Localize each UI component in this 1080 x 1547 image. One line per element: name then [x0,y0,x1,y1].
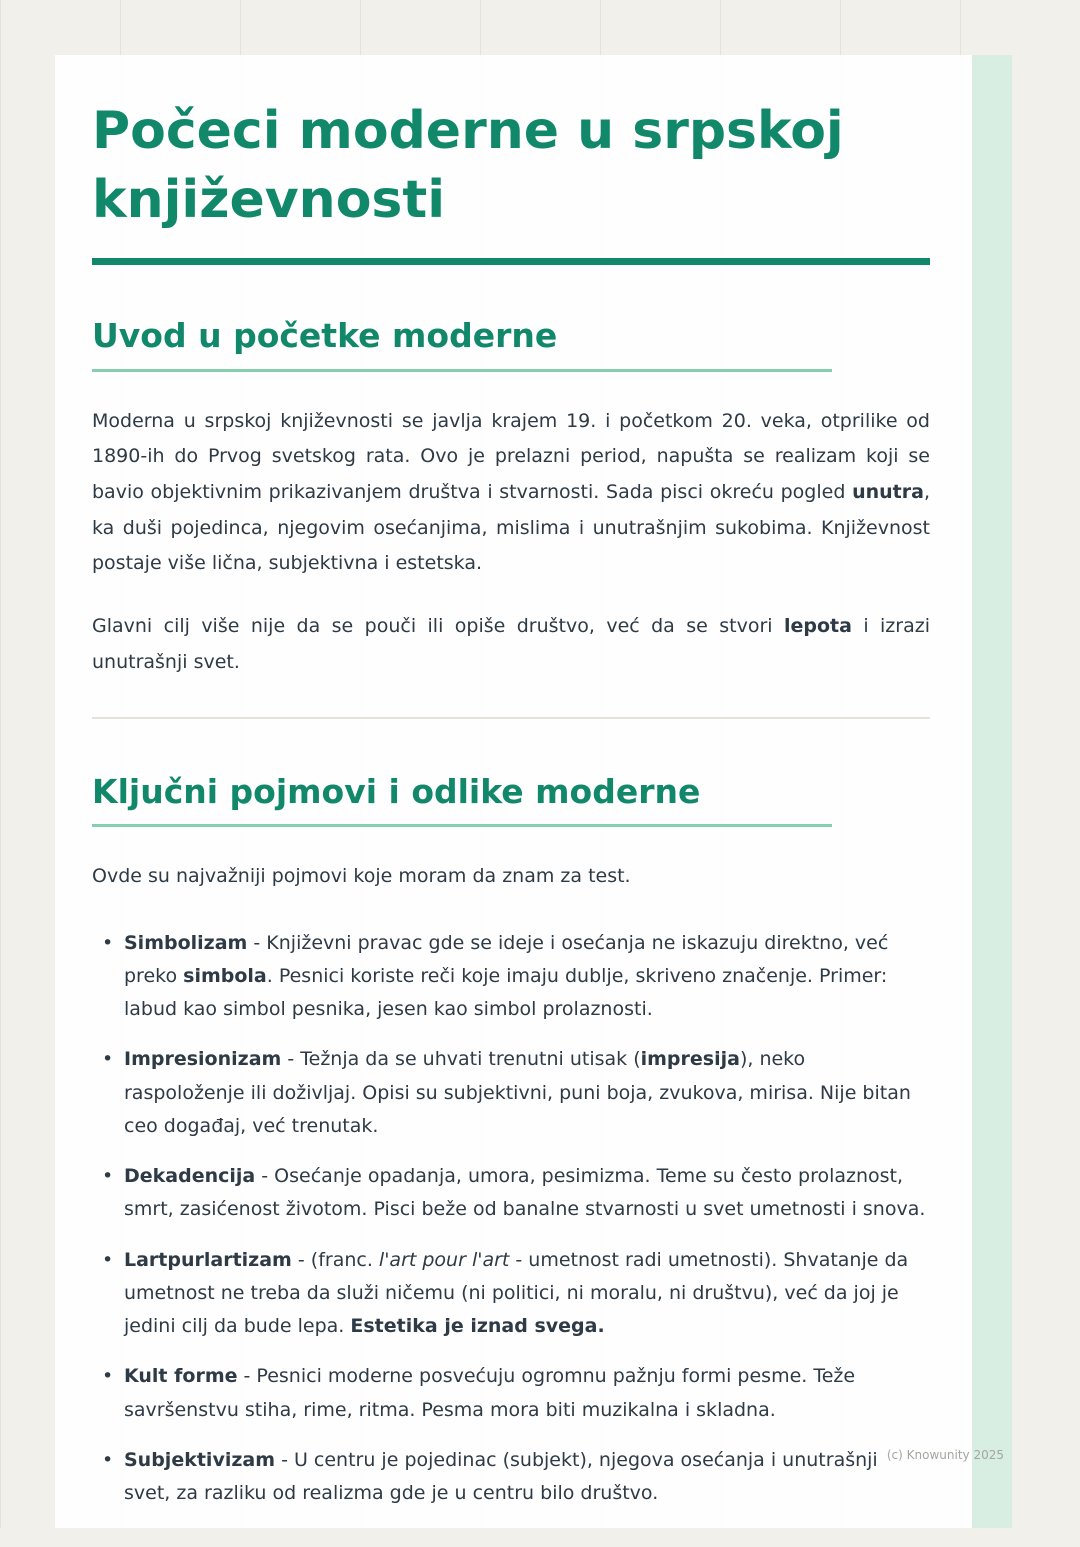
paragraph-glavni-cilj: Glavni cilj više nije da se pouči ili opiše društvo, već da se stvori lepota i izrazi unutrašnji svet. [92,615,930,673]
document-page [55,55,1012,1528]
page-title: Počeci moderne u srpskoj književnosti [92,101,844,230]
section-intro: Ovde su najvažniji pojmovi koje moram da znam za test. [92,864,631,887]
bullet-item-simbolizam: • Simbolizam - Književni pravac gde se ideje i osećanja ne iskazuju direktno, već preko simbola. Pesnici koriste reči koje imaju dublje, skriveno značenje. Primer: labud kao simbol pesnika, jesen kao simbol prolaznosti. [92,927,930,1027]
section-kljucni-pojmovi [92,771,930,1511]
bullet-item-dekadencija: • Dekadencija - Osećanje opadanja, umora, pesimizma. Teme su često prolaznost, smrt, zasićenost životom. Pisci beže od banalne stvarnosti u svet umetnosti i snova. [92,1160,930,1227]
terms-list [92,927,930,1511]
title-rule [92,258,930,265]
watermark: (c) Knowunity 2025 [886,1448,1004,1462]
section-heading-uvod: Uvod u početke moderne [92,316,558,356]
section-uvod [92,315,930,680]
heading-underline [92,824,832,827]
document-content [55,55,1012,1547]
section-divider [92,717,930,719]
paragraph-moderna: Moderna u srpskoj književnosti se javlja krajem 19. i početkom 20. veka, otprilike od 1890-ih do Prvog svetskog rata. Ovo je prelazni period, napušta se realizam koji se bavio objektivnim prikazivanjem društva i stvarnosti. Sada pisci okreću pogled unutra, ka duši pojedinca, njegovim osećanjima, mislima i unutrašnjim sukobima. Književnost postaje više lična, subjektivna i estetska. [92,409,930,575]
section-heading-kljucni-pojmovi: Ključni pojmovi i odlike moderne [92,771,701,811]
heading-underline [92,369,832,372]
bullet-item-kult-forme: • Kult forme - Pesnici moderne posvećuju ogromnu pažnju formi pesme. Teže savršenstvu stiha, rime, ritma. Pesma mora biti muzikalna i skladna. [92,1360,930,1427]
bullet-item-lartpurlartizam: • Lartpurlartizam - (franc. l'art pour l'art - umetnost radi umetnosti). Shvatanje da umetnost ne treba da služi ničemu (ni politici, ni moralu, ni društvu), već da joj je jedini cilj da bude lepa. Estetika je iznad svega. [92,1244,930,1344]
bullet-item-subjektivizam: • Subjektivizam - U centru je pojedinac (subjekt), njegova osećanja i unutrašnji svet, za razliku od realizma gde je u centru bilo društvo. [92,1444,930,1511]
bullet-item-impresionizam: • Impresionizam - Težnja da se uhvati trenutni utisak (impresija), neko raspoloženje ili doživljaj. Opisi su subjektivni, puni boja, zvukova, mirisa. Nije bitan ceo događaj, već trenutak. [92,1043,930,1143]
